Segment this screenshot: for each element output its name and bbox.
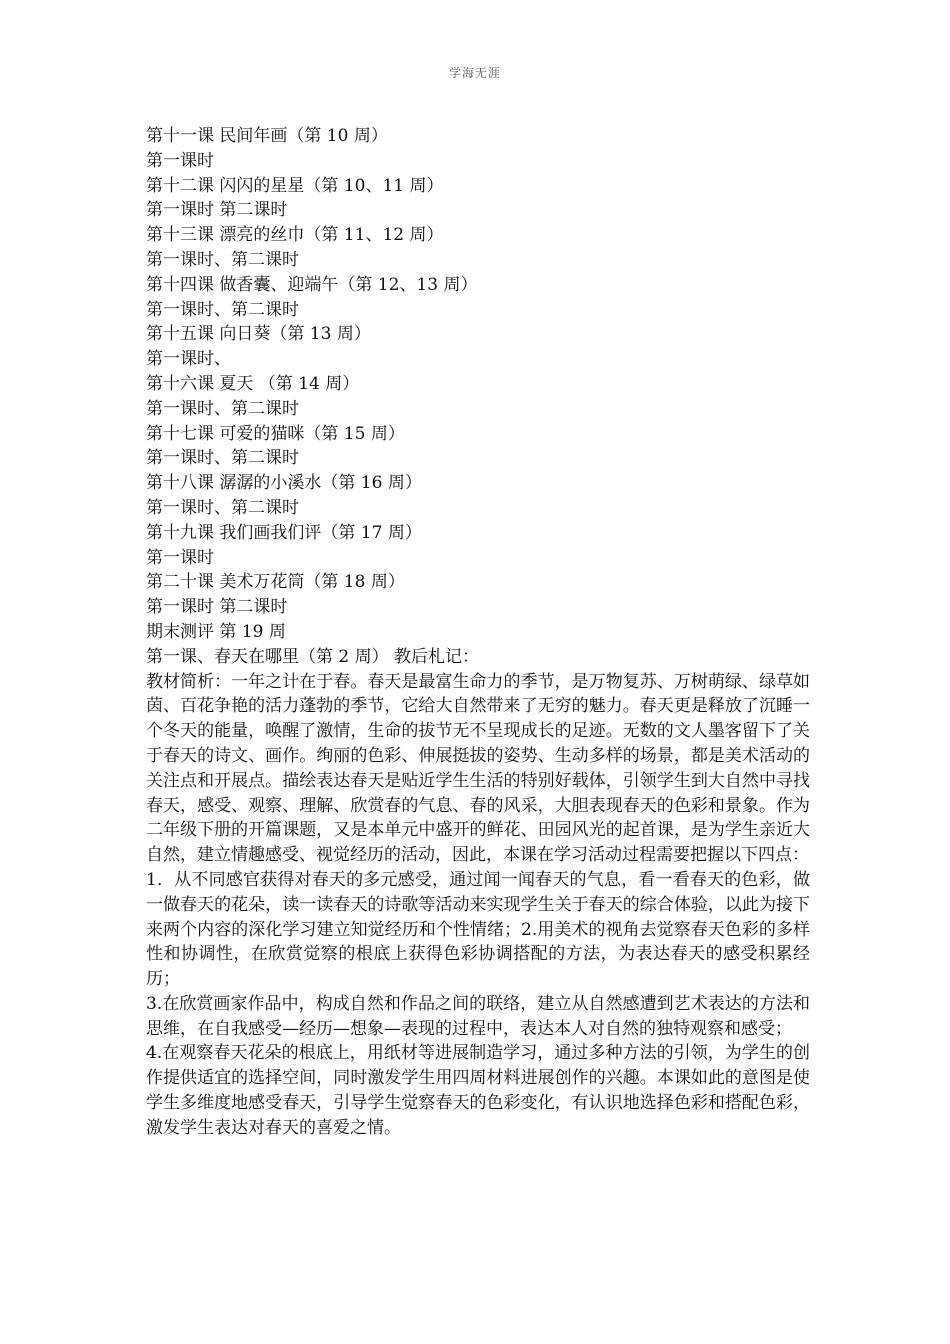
schedule-periods-18: 第一课时、第二课时: [146, 497, 299, 518]
schedule-periods-15: 第一课时、: [146, 349, 231, 370]
schedule-lesson-12: 第十二课 闪闪的星星（第 10、11 周）: [146, 175, 444, 196]
schedule-periods-11: 第一课时: [146, 150, 214, 171]
schedule-periods-19: 第一课时: [146, 547, 214, 568]
schedule-periods-14: 第一课时、第二课时: [146, 299, 299, 320]
lesson-title: 第一课、春天在哪里（第 2 周） 教后札记：: [146, 646, 480, 667]
page-header: 学海无涯: [448, 66, 501, 80]
schedule-periods-13: 第一课时、第二课时: [146, 249, 299, 270]
schedule-lesson-18: 第十八课 潺潺的小溪水（第 16 周）: [146, 473, 422, 494]
lesson-point-4: 4.在观察春天花朵的根底上，用纸材等进展制造学习，通过多种方法的引领，为学生的创作提供适宜的选择空间，同时激发学生用四周材料进展创作的兴趣。本课如此的意图是使学生多维度地感受春天，引导学生觉察春天的色彩变化，有认识地选择色彩和搭配色彩，激发学生表达对春天的喜爱之情。: [146, 1043, 810, 1138]
lesson-point-1-2: 1．从不同感官获得对春天的多元感受，通过闻一闻春天的气息，看一看春天的色彩，做一做春天的花朵，读一读春天的诗歌等活动来实现学生关于春天的综合体验，以此为接下来两个内容的深化学习建立知觉经历和个性情绪；2.用美术的视角去觉察春天色彩的多样性和协调性，在欣赏觉察的根底上获得色彩协调搭配的方法，为表达春天的感受积累经历；: [146, 869, 810, 990]
schedule-periods-17: 第一课时、第二课时: [146, 448, 299, 469]
lesson-analysis: 教材简析：一年之计在于春。春天是最富生命力的季节，是万物复苏、万树萌绿、绿草如茵、百花争艳的活力蓬勃的季节，它给大自然带来了无穷的魅力。春天更是释放了沉睡一个冬天的能量，唤醒了激情，生命的拔节无不呈现成长的足迹。无数的文人墨客留下了关于春天的诗文、画作。绚丽的色彩、伸展挺拔的姿势、生动多样的场景，都是美术活动的关注点和开展点。描绘表达春天是贴近学生生活的特别好载体，引领学生到大自然中寻找春天，感受、观察、理解、欣赏春的气息、春的风采，大胆表现春天的色彩和景象。作为二年级下册的开篇课题，又是本单元中盛开的鲜花、田园风光的起首课，是为学生亲近大自然，建立情趣感受、视觉经历的活动，因此，本课在学习活动过程需要把握以下四点：: [146, 671, 810, 866]
schedule-lesson-17: 第十七课 可爱的猫咪（第 15 周）: [146, 423, 405, 444]
schedule-lesson-13: 第十三课 漂亮的丝巾（第 11、12 周）: [146, 225, 444, 246]
lesson-point-3: 3.在欣赏画家作品中，构成自然和作品之间的联络，建立从自然感遭到艺术表达的方法和思维，在自我感受—经历—想象—表现的过程中，表达本人对自然的独特观察和感受；: [146, 993, 810, 1039]
schedule-lesson-11: 第十一课 民间年画（第 10 周）: [146, 126, 388, 146]
schedule-periods-12: 第一课时 第二课时: [146, 200, 288, 221]
schedule-periods-16: 第一课时、第二课时: [146, 398, 299, 419]
schedule-lesson-16: 第十六课 夏天 （第 14 周）: [146, 373, 360, 394]
schedule-periods-20: 第一课时 第二课时: [146, 597, 288, 618]
document-body: [146, 124, 810, 1141]
schedule-lesson-15: 第十五课 向日葵（第 13 周）: [146, 324, 371, 345]
schedule-lesson-20: 第二十课 美术万花筒（第 18 周）: [146, 572, 405, 593]
schedule-lesson-14: 第十四课 做香囊、迎端午（第 12、13 周）: [146, 274, 478, 295]
schedule-final-exam: 期末测评 第 19 周: [146, 621, 286, 642]
schedule-lesson-19: 第十九课 我们画我们评（第 17 周）: [146, 522, 422, 543]
